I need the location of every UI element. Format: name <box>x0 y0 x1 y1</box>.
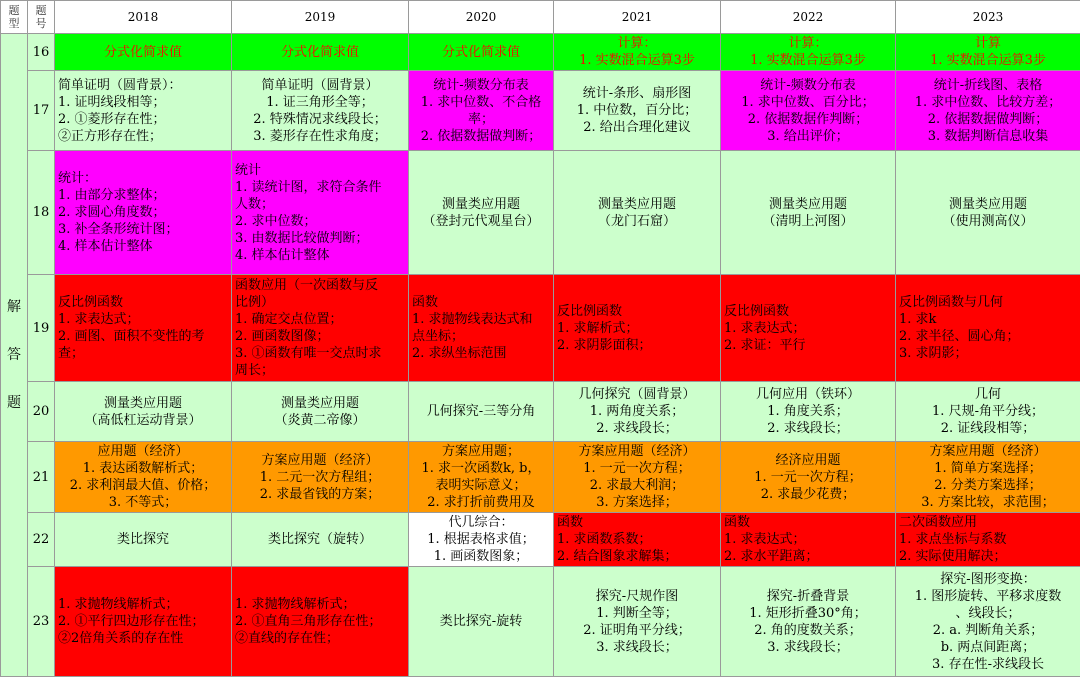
section-label-char: 解 <box>1 297 27 317</box>
cell-line: 1. 证三角形全等； <box>235 94 405 111</box>
cell-line: 测量类应用题 <box>235 395 405 412</box>
cell-line: 2. 求利润最大值、价格； <box>58 477 228 494</box>
cell-line: 统计-折线图、表格 <box>899 77 1077 94</box>
table-row <box>1 567 1080 677</box>
topic-cell <box>554 34 721 71</box>
topic-cell <box>409 34 554 71</box>
year-header: 2021 <box>554 1 721 34</box>
cell-line: 反比例函数 <box>557 303 717 320</box>
cell-line: 2. 依据数据做判断； <box>899 111 1077 128</box>
cell-line: 1. 角度关系； <box>724 403 892 420</box>
cell-line: 函数 <box>412 294 550 311</box>
cell-line: 简单证明（圆背景）： <box>58 77 228 94</box>
topic-cell <box>896 71 1080 151</box>
topic-cell <box>55 513 232 567</box>
cell-line: 1. 画函数图象； <box>412 548 550 565</box>
cell-line: 二次函数应用 <box>899 514 1077 531</box>
cell-line: 1. 求中位数、百分比； <box>724 94 892 111</box>
topic-cell <box>896 513 1080 567</box>
topic-cell <box>55 382 232 442</box>
cell-line: ②直线的存在性； <box>235 630 405 647</box>
section-label-char: 题 <box>1 393 27 413</box>
cell-line: 1. 根据表格求值； <box>412 531 550 548</box>
cell-line: 1. 求抛物线解析式； <box>58 596 228 613</box>
topic-cell <box>554 151 721 275</box>
cell-line: 1. 读统计图，求符合条件 <box>235 179 405 196</box>
cell-line: ②2倍角关系的存在性 <box>58 630 228 647</box>
cell-line: 分式化简求值 <box>412 44 550 61</box>
topic-cell <box>409 513 554 567</box>
cell-line: 1. 求表达式； <box>58 311 228 328</box>
cell-line: 2. 依据数据做判断； <box>412 128 550 145</box>
cell-line: 2. 求圆心角度数； <box>58 204 228 221</box>
topic-cell <box>896 442 1080 513</box>
cell-line: 1. 求中位数、不合格 <box>412 94 550 111</box>
cell-line: 函数应用（一次函数与反 <box>235 277 405 294</box>
cell-line: 3. 方案比较，求范围； <box>899 494 1077 511</box>
cell-line: 3. 求阴影； <box>899 345 1077 362</box>
header-row <box>1 1 1080 34</box>
cell-line: 反比例函数 <box>58 294 228 311</box>
cell-line: 3. 数据判断信息收集 <box>899 128 1077 145</box>
cell-line: 1. 求k <box>899 311 1077 328</box>
cell-line: 1. 证明线段相等； <box>58 94 228 111</box>
cell-line: 几何 <box>899 386 1077 403</box>
cell-line: 2. 证明角平分线； <box>557 622 717 639</box>
year-header: 2022 <box>721 1 896 34</box>
topic-cell <box>896 275 1080 382</box>
topic-cell <box>55 567 232 677</box>
cell-line: 1. 求表达式； <box>724 320 892 337</box>
topic-cell <box>409 567 554 677</box>
cell-line: 2. 分类方案选择； <box>899 477 1077 494</box>
cell-line: 2. 求中位数； <box>235 213 405 230</box>
topic-cell <box>721 567 896 677</box>
cell-line: 1. 求函数系数； <box>557 531 717 548</box>
topic-cell <box>896 382 1080 442</box>
cell-line: 2. 画图、面积不变性的考 <box>58 328 228 345</box>
cell-line: 1. 简单方案选择； <box>899 460 1077 477</box>
cell-line: 率； <box>412 111 550 128</box>
question-number: 20 <box>28 382 55 442</box>
cell-line: 测量类应用题 <box>899 196 1077 213</box>
cell-line: 2. ①菱形存在性； <box>58 111 228 128</box>
cell-line: 3. 求线段长； <box>724 639 892 656</box>
topic-cell <box>554 275 721 382</box>
question-number: 21 <box>28 442 55 513</box>
type-header-char: 型 <box>1 17 27 30</box>
cell-line: 2. 求阴影面积； <box>557 337 717 354</box>
cell-line: （登封元代观星台） <box>412 213 550 230</box>
cell-line: 2. 结合图象求解集； <box>557 548 717 565</box>
cell-line: 统计 <box>235 162 405 179</box>
cell-line: 2. 求最省钱的方案； <box>235 486 405 503</box>
cell-line: 简单证明（圆背景） <box>235 77 405 94</box>
question-number: 19 <box>28 275 55 382</box>
cell-line: 1. 表达函数解析式； <box>58 460 228 477</box>
cell-line: 代几综合： <box>412 514 550 531</box>
cell-line: 、线段长； <box>899 605 1077 622</box>
cell-line: 探究-折叠背景 <box>724 588 892 605</box>
cell-line: 经济应用题 <box>724 452 892 469</box>
section-label <box>1 34 28 677</box>
cell-line: 2. 画函数图像； <box>235 328 405 345</box>
cell-line: 分式化简求值 <box>235 44 405 61</box>
topic-cell <box>55 34 232 71</box>
cell-line: 1. 矩形折叠30°角； <box>724 605 892 622</box>
cell-line: 1. 二元一次方程组； <box>235 469 405 486</box>
cell-line: 函数 <box>724 514 892 531</box>
topic-cell <box>232 382 409 442</box>
question-number: 16 <box>28 34 55 71</box>
num-header-char: 号 <box>28 17 54 30</box>
cell-line: 2. 求线段长； <box>724 420 892 437</box>
cell-line: 几何探究-三等分角 <box>412 403 550 420</box>
cell-line: 函数 <box>557 514 717 531</box>
cell-line: 2. 求打折前费用及 <box>412 494 550 511</box>
cell-line: 2. 依据数据作判断； <box>724 111 892 128</box>
topic-cell <box>896 151 1080 275</box>
cell-line: 测量类应用题 <box>557 196 717 213</box>
question-number: 23 <box>28 567 55 677</box>
num-header-char: 题 <box>28 4 54 17</box>
topic-cell <box>232 567 409 677</box>
num-header <box>28 1 55 34</box>
cell-line: 比例） <box>235 294 405 311</box>
cell-line: 3. 补全条形统计图； <box>58 221 228 238</box>
question-number: 17 <box>28 71 55 151</box>
cell-line: b. 两点间距离； <box>899 639 1077 656</box>
cell-line: 1. 求一次函数k, b， <box>412 460 550 477</box>
cell-line: 3. 菱形存在性求角度； <box>235 128 405 145</box>
topic-cell <box>55 71 232 151</box>
cell-line: 探究-图形变换： <box>899 571 1077 588</box>
cell-line: 2. 给出合理化建议 <box>557 119 717 136</box>
topic-cell <box>232 442 409 513</box>
topic-cell <box>55 151 232 275</box>
topic-cell <box>554 567 721 677</box>
cell-line: 方案应用题（经济） <box>557 443 717 460</box>
cell-line: 统计-条形、扇形图 <box>557 85 717 102</box>
cell-line: 计算： <box>557 35 717 52</box>
cell-line: 2. 求水平距离； <box>724 548 892 565</box>
cell-line: 3. 不等式； <box>58 494 228 511</box>
cell-line: 周长； <box>235 362 405 379</box>
cell-line: 方案应用题； <box>412 443 550 460</box>
cell-line: 3. 求线段长； <box>557 639 717 656</box>
cell-line: 几何应用（铁环） <box>724 386 892 403</box>
cell-line: 表明实际意义； <box>412 477 550 494</box>
topic-cell <box>896 34 1080 71</box>
cell-line: 几何探究（圆背景） <box>557 386 717 403</box>
cell-line: 1. 求抛物线解析式； <box>235 596 405 613</box>
cell-line: 1. 求抛物线表达式和 <box>412 311 550 328</box>
cell-line: 类比探究（旋转） <box>235 531 405 548</box>
cell-line: 2. ①平行四边形存在性； <box>58 613 228 630</box>
question-number: 18 <box>28 151 55 275</box>
cell-line: 1. 确定交点位置； <box>235 311 405 328</box>
cell-line: 1. 一元一次方程； <box>557 460 717 477</box>
topic-cell <box>409 442 554 513</box>
topic-cell <box>554 442 721 513</box>
cell-line: 反比例函数 <box>724 303 892 320</box>
cell-line: ②正方形存在性； <box>58 128 228 145</box>
cell-line: 计算： <box>724 35 892 52</box>
cell-line: 方案应用题（经济） <box>899 443 1077 460</box>
cell-line: 统计： <box>58 170 228 187</box>
cell-line: 探究-尺规作图 <box>557 588 717 605</box>
cell-line: 1. 求表达式； <box>724 531 892 548</box>
cell-line: 1. 求解析式； <box>557 320 717 337</box>
cell-line: 3. 给出评价； <box>724 128 892 145</box>
topic-cell <box>409 151 554 275</box>
cell-line: 2. 特殊情况求线段长； <box>235 111 405 128</box>
cell-line: 测量类应用题 <box>58 395 228 412</box>
cell-line: （炎黄二帝像） <box>235 412 405 429</box>
table-row <box>1 513 1080 567</box>
topic-cell <box>721 71 896 151</box>
cell-line: 统计-频数分布表 <box>724 77 892 94</box>
cell-line: 2. 实际使用解决； <box>899 548 1077 565</box>
cell-line: 2. 求半径、圆心角； <box>899 328 1077 345</box>
topic-cell <box>55 442 232 513</box>
cell-line: 1. 两角度关系； <box>557 403 717 420</box>
year-header: 2018 <box>55 1 232 34</box>
topic-cell <box>409 71 554 151</box>
topic-cell <box>721 382 896 442</box>
cell-line: 3. 由数据比较做判断； <box>235 230 405 247</box>
cell-line: 2. 证线段相等； <box>899 420 1077 437</box>
year-header: 2023 <box>896 1 1080 34</box>
year-header: 2020 <box>409 1 554 34</box>
table-row <box>1 275 1080 382</box>
topic-cell <box>721 513 896 567</box>
cell-line: 类比探究 <box>58 531 228 548</box>
cell-line: 1. 实数混合运算3步 <box>557 52 717 69</box>
cell-line: 测量类应用题 <box>724 196 892 213</box>
cell-line: （使用测高仪） <box>899 213 1077 230</box>
table-row <box>1 151 1080 275</box>
table-row <box>1 71 1080 151</box>
topic-cell <box>232 151 409 275</box>
cell-line: 分式化简求值 <box>58 44 228 61</box>
cell-line: 类比探究-旋转 <box>412 613 550 630</box>
cell-line: 1. 尺规-角平分线； <box>899 403 1077 420</box>
cell-line: 2. 求线段长； <box>557 420 717 437</box>
cell-line: 查； <box>58 345 228 362</box>
cell-line: 点坐标； <box>412 328 550 345</box>
cell-line: （高低杠运动背景） <box>58 412 228 429</box>
cell-line: 3. 存在性-求线段长 <box>899 656 1077 673</box>
topic-cell <box>721 34 896 71</box>
cell-line: 1. 求点坐标与系数 <box>899 531 1077 548</box>
cell-line: 1. 图形旋转、平移求度数 <box>899 588 1077 605</box>
cell-line: 3. 方案选择； <box>557 494 717 511</box>
cell-line: 3. ①函数有唯一交点时求 <box>235 345 405 362</box>
topic-cell <box>721 151 896 275</box>
topic-cell <box>721 275 896 382</box>
topic-cell <box>896 567 1080 677</box>
cell-line: 2. 求最少花费； <box>724 486 892 503</box>
cell-line: 1. 求中位数、比较方差； <box>899 94 1077 111</box>
cell-line: 人数； <box>235 196 405 213</box>
topic-cell <box>554 382 721 442</box>
cell-line: 1. 实数混合运算3步 <box>899 52 1077 69</box>
topic-cell <box>554 71 721 151</box>
topic-cell <box>232 513 409 567</box>
cell-line: 方案应用题（经济） <box>235 452 405 469</box>
cell-line: 2. 求纵坐标范围 <box>412 345 550 362</box>
cell-line: （龙门石窟） <box>557 213 717 230</box>
topic-cell <box>232 34 409 71</box>
year-header: 2019 <box>232 1 409 34</box>
topic-cell <box>232 275 409 382</box>
topic-cell <box>232 71 409 151</box>
type-header-char: 题 <box>1 4 27 17</box>
cell-line: 2. 求最大利润； <box>557 477 717 494</box>
cell-line: 2. 求证：平行 <box>724 337 892 354</box>
table-row <box>1 382 1080 442</box>
topic-cell <box>409 275 554 382</box>
cell-line: 1. 实数混合运算3步 <box>724 52 892 69</box>
cell-line: 1. 一元一次方程； <box>724 469 892 486</box>
topic-cell <box>721 442 896 513</box>
cell-line: 1. 中位数，百分比； <box>557 102 717 119</box>
cell-line: 计算 <box>899 35 1077 52</box>
cell-line: 2. a. 判断角关系； <box>899 622 1077 639</box>
type-header <box>1 1 28 34</box>
cell-line: 反比例函数与几何 <box>899 294 1077 311</box>
cell-line: 2. 角的度数关系； <box>724 622 892 639</box>
cell-line: （清明上河图） <box>724 213 892 230</box>
table-row <box>1 442 1080 513</box>
cell-line: 4. 样本估计整体 <box>58 238 228 255</box>
section-label-char: 答 <box>1 345 27 365</box>
cell-line: 统计-频数分布表 <box>412 77 550 94</box>
topic-cell <box>554 513 721 567</box>
topic-cell <box>55 275 232 382</box>
cell-line: 测量类应用题 <box>412 196 550 213</box>
cell-line: 1. 判断全等； <box>557 605 717 622</box>
cell-line: 应用题（经济） <box>58 443 228 460</box>
cell-line: 4. 样本估计整体 <box>235 247 405 264</box>
question-number: 22 <box>28 513 55 567</box>
topic-cell <box>409 382 554 442</box>
cell-line: 2. ①直角三角形存在性； <box>235 613 405 630</box>
cell-line: 1. 由部分求整体； <box>58 187 228 204</box>
table-row <box>1 34 1080 71</box>
